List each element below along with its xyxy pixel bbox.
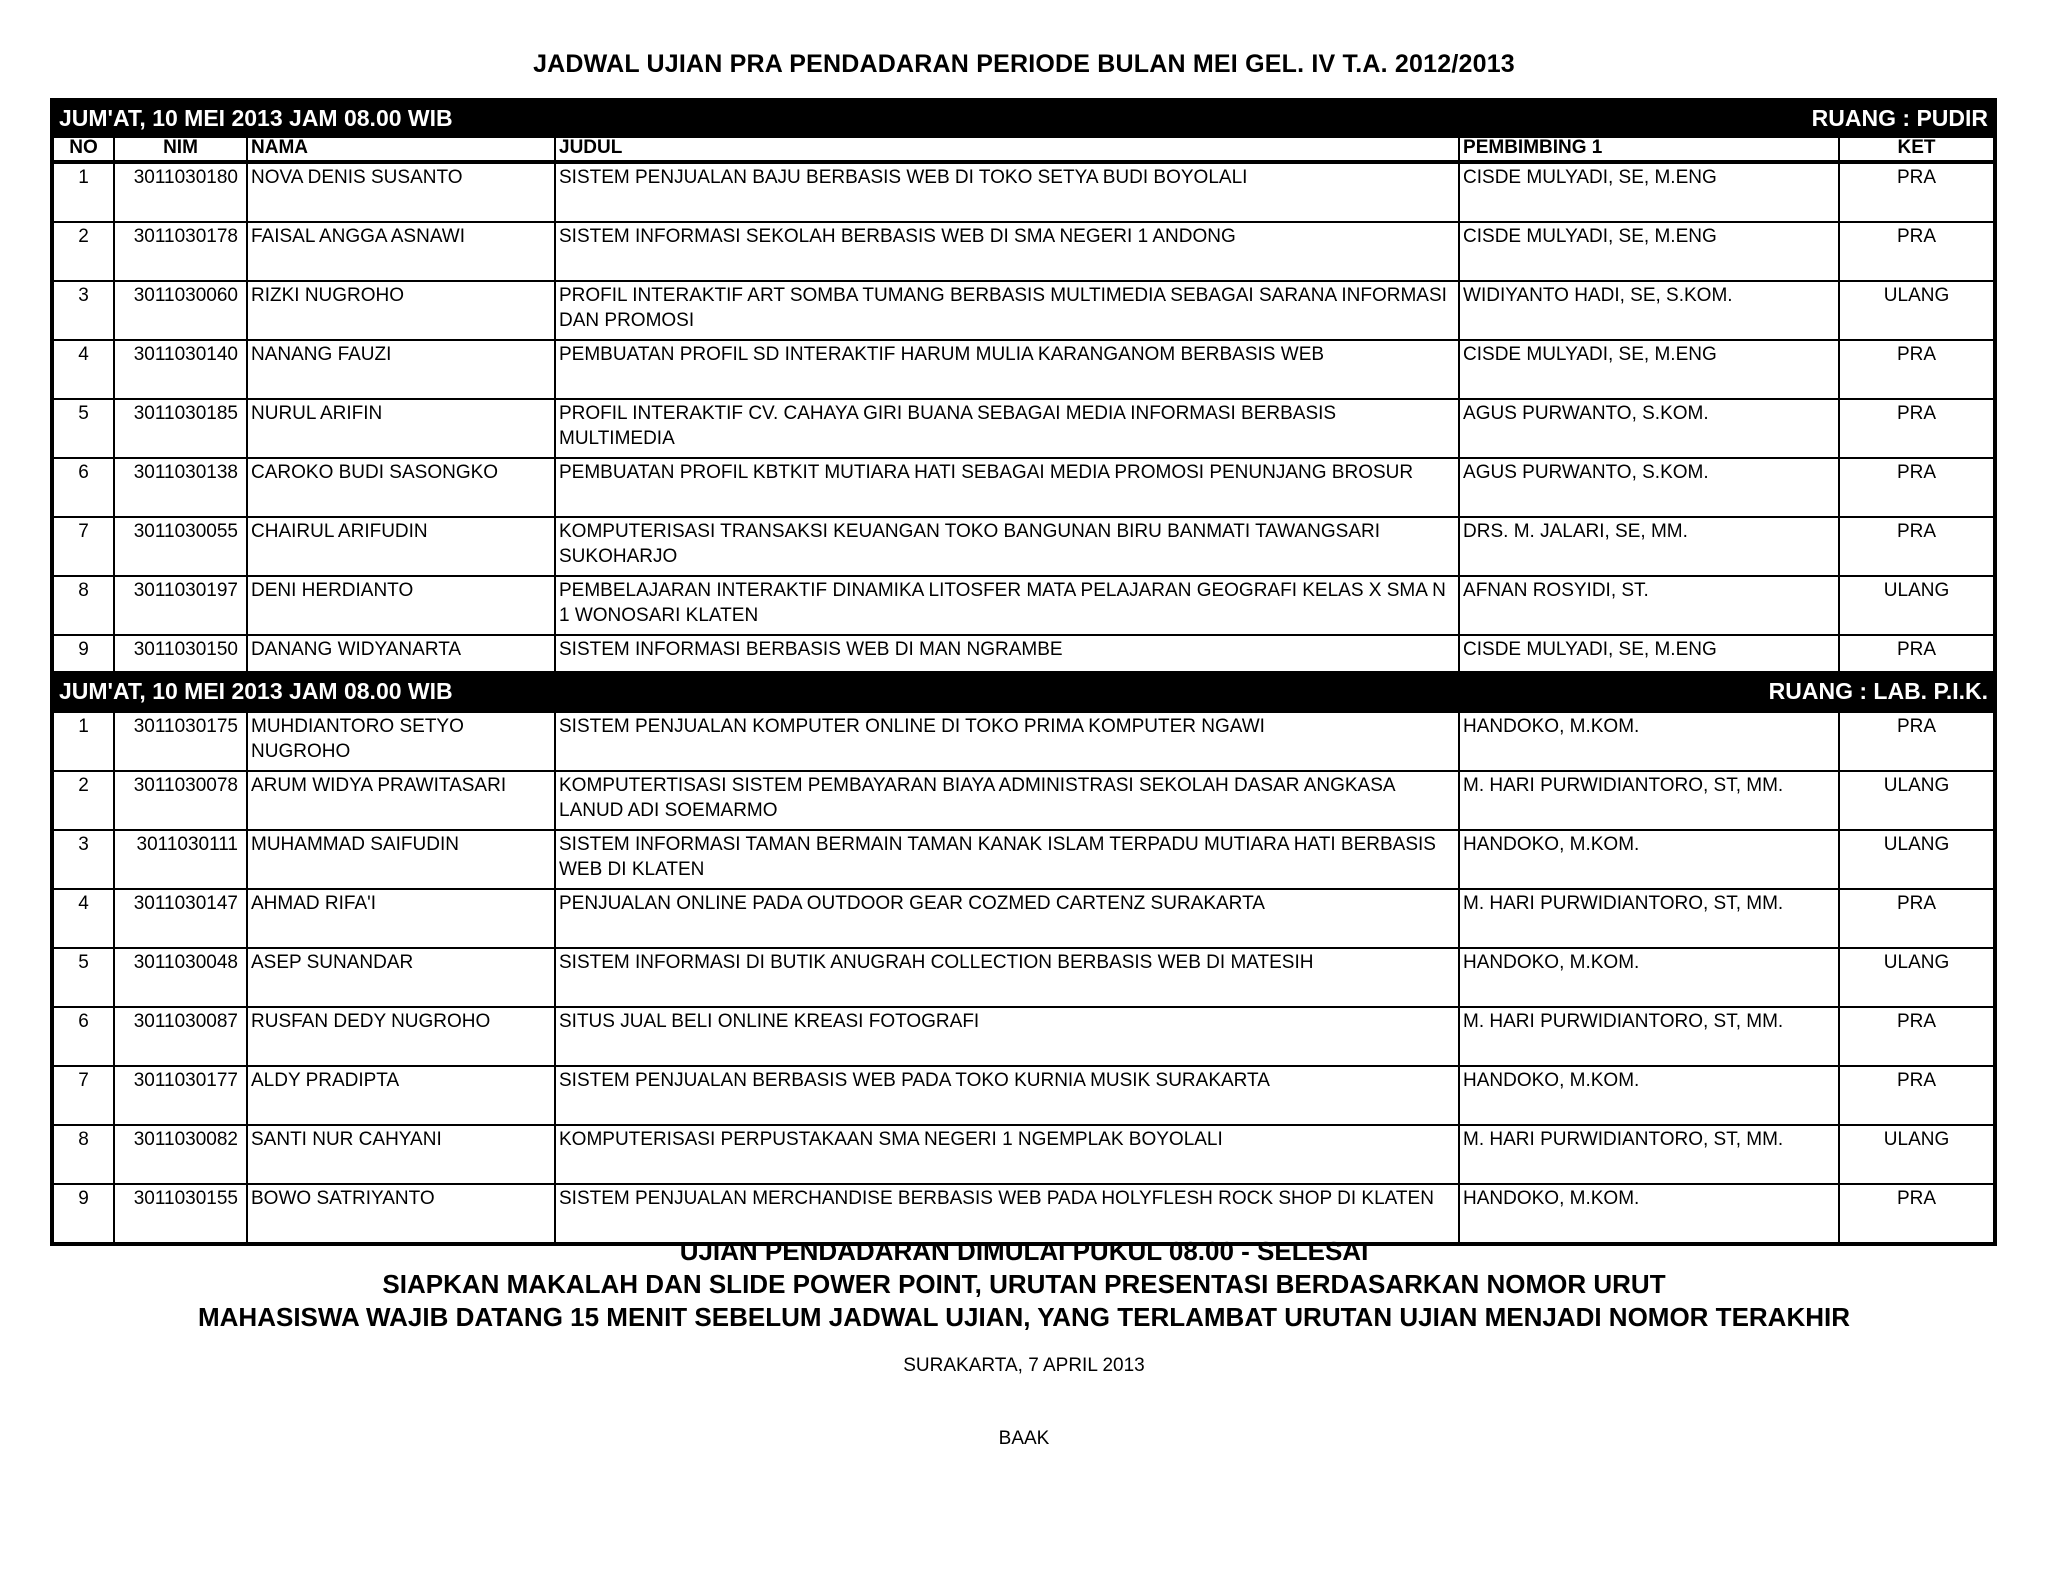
col-pembimbing: PEMBIMBING 1 <box>1459 137 1839 162</box>
cell-ket: ULANG <box>1839 576 1994 635</box>
table-row <box>53 576 1994 635</box>
cell-ket: PRA <box>1839 340 1994 399</box>
cell-judul: SISTEM PENJUALAN MERCHANDISE BERBASIS WEB PADA HOLYFLESH ROCK SHOP DI KLATEN <box>555 1184 1459 1243</box>
cell-ket: ULANG <box>1839 281 1994 340</box>
cell-judul: PROFIL INTERAKTIF CV. CAHAYA GIRI BUANA SEBAGAI MEDIA INFORMASI BERBASIS MULTIMEDIA <box>555 399 1459 458</box>
cell-ket: PRA <box>1839 1066 1994 1125</box>
table-row <box>53 281 1994 340</box>
cell-nim: 3011030082 <box>114 1125 247 1184</box>
cell-nim: 3011030177 <box>114 1066 247 1125</box>
cell-no: 1 <box>53 711 114 771</box>
cell-no: 6 <box>53 458 114 517</box>
signatory: BAAK <box>998 1428 1050 1449</box>
cell-no: 8 <box>53 1125 114 1184</box>
table-row <box>53 889 1994 948</box>
cell-ket: PRA <box>1839 635 1994 694</box>
cell-nim: 3011030060 <box>114 281 247 340</box>
schedule-table-lab-pik <box>52 673 1995 1244</box>
cell-judul: SISTEM INFORMASI BERBASIS WEB DI MAN NGRAMBE <box>555 635 1459 694</box>
table-row <box>53 340 1994 399</box>
cell-nama: ARUM WIDYA PRAWITASARI <box>247 771 555 830</box>
cell-nim: 3011030180 <box>114 162 247 222</box>
cell-ket: PRA <box>1839 458 1994 517</box>
cell-nama: SANTI NUR CAHYANI <box>247 1125 555 1184</box>
cell-judul: KOMPUTERISASI PERPUSTAKAAN SMA NEGERI 1 NGEMPLAK BOYOLALI <box>555 1125 1459 1184</box>
cell-ket: PRA <box>1839 399 1994 458</box>
table-row <box>53 1007 1994 1066</box>
cell-judul: SISTEM INFORMASI TAMAN BERMAIN TAMAN KANAK ISLAM TERPADU MUTIARA HATI BERBASIS WEB DI KLATEN <box>555 830 1459 889</box>
cell-pembimbing: M. HARI PURWIDIANTORO, ST, MM. <box>1459 1125 1839 1184</box>
col-judul: JUDUL <box>555 137 1459 162</box>
cell-judul: SITUS JUAL BELI ONLINE KREASI FOTOGRAFI <box>555 1007 1459 1066</box>
cell-pembimbing: CISDE MULYADI, SE, M.ENG <box>1459 635 1839 694</box>
cell-ket: ULANG <box>1839 948 1994 1007</box>
col-nama: NAMA <box>247 137 555 162</box>
cell-judul: SISTEM PENJUALAN BERBASIS WEB PADA TOKO KURNIA MUSIK SURAKARTA <box>555 1066 1459 1125</box>
col-no: NO <box>53 137 114 162</box>
table-row <box>53 222 1994 281</box>
note-attendance: MAHASISWA WAJIB DATANG 15 MENIT SEBELUM JADWAL UJIAN, YANG TERLAMBAT URUTAN UJIAN MENJADI NOMOR TERAKHIR <box>197 1302 1851 1332</box>
table-row <box>53 948 1994 1007</box>
session-schedule: JUM'AT, 10 MEI 2013 JAM 08.00 WIB <box>53 673 1459 711</box>
cell-pembimbing: HANDOKO, M.KOM. <box>1459 1184 1839 1243</box>
cell-ket: PRA <box>1839 1184 1994 1243</box>
cell-nama: ALDY PRADIPTA <box>247 1066 555 1125</box>
document-title: JADWAL UJIAN PRA PENDADARAN PERIODE BULAN MEI GEL. IV T.A. 2012/2013 <box>533 50 1515 78</box>
cell-pembimbing: CISDE MULYADI, SE, M.ENG <box>1459 162 1839 222</box>
cell-nama: CHAIRUL ARIFUDIN <box>247 517 555 576</box>
cell-judul: PENJUALAN ONLINE PADA OUTDOOR GEAR COZMED CARTENZ SURAKARTA <box>555 889 1459 948</box>
note-start-time: UJIAN PENDADARAN DIMULAI PUKUL 08.00 - SELESAI <box>679 1236 1369 1266</box>
cell-ket: PRA <box>1839 711 1994 771</box>
col-nim: NIM <box>114 137 247 162</box>
cell-pembimbing: M. HARI PURWIDIANTORO, ST, MM. <box>1459 889 1839 948</box>
cell-no: 7 <box>53 517 114 576</box>
column-header-row <box>53 137 1994 162</box>
cell-nama: DANANG WIDYANARTA <box>247 635 555 694</box>
cell-nama: RIZKI NUGROHO <box>247 281 555 340</box>
cell-pembimbing: WIDIYANTO HADI, SE, S.KOM. <box>1459 281 1839 340</box>
cell-judul: SISTEM INFORMASI DI BUTIK ANUGRAH COLLECTION BERBASIS WEB DI MATESIH <box>555 948 1459 1007</box>
cell-nama: DENI HERDIANTO <box>247 576 555 635</box>
cell-no: 5 <box>53 948 114 1007</box>
table-row <box>53 399 1994 458</box>
cell-nama: NURUL ARIFIN <box>247 399 555 458</box>
cell-pembimbing: HANDOKO, M.KOM. <box>1459 948 1839 1007</box>
cell-ket: PRA <box>1839 162 1994 222</box>
cell-no: 1 <box>53 162 114 222</box>
cell-nama: FAISAL ANGGA ASNAWI <box>247 222 555 281</box>
session-header <box>53 100 1994 137</box>
cell-nim: 3011030078 <box>114 771 247 830</box>
cell-judul: SISTEM INFORMASI SEKOLAH BERBASIS WEB DI SMA NEGERI 1 ANDONG <box>555 222 1459 281</box>
cell-pembimbing: CISDE MULYADI, SE, M.ENG <box>1459 222 1839 281</box>
cell-pembimbing: DRS. M. JALARI, SE, MM. <box>1459 517 1839 576</box>
table-row <box>53 1184 1994 1243</box>
cell-judul: KOMPUTERISASI TRANSAKSI KEUANGAN TOKO BANGUNAN BIRU BANMATI TAWANGSARI SUKOHARJO <box>555 517 1459 576</box>
schedule-table-pudir <box>52 100 1995 695</box>
cell-nama: MUHAMMAD SAIFUDIN <box>247 830 555 889</box>
cell-judul: SISTEM PENJUALAN KOMPUTER ONLINE DI TOKO PRIMA KOMPUTER NGAWI <box>555 711 1459 771</box>
table-row <box>53 830 1994 889</box>
cell-judul: PEMBELAJARAN INTERAKTIF DINAMIKA LITOSFER MATA PELAJARAN GEOGRAFI KELAS X SMA N 1 WONOSARI KLATEN <box>555 576 1459 635</box>
cell-nama: RUSFAN DEDY NUGROHO <box>247 1007 555 1066</box>
cell-nama: AHMAD RIFA'I <box>247 889 555 948</box>
cell-nim: 3011030150 <box>114 635 247 694</box>
cell-nim: 3011030147 <box>114 889 247 948</box>
cell-pembimbing: HANDOKO, M.KOM. <box>1459 711 1839 771</box>
cell-nama: NANANG FAUZI <box>247 340 555 399</box>
cell-judul: PROFIL INTERAKTIF ART SOMBA TUMANG BERBASIS MULTIMEDIA SEBAGAI SARANA INFORMASI DAN PROMOSI <box>555 281 1459 340</box>
cell-ket: PRA <box>1839 1007 1994 1066</box>
table-row <box>53 458 1994 517</box>
cell-pembimbing: AGUS PURWANTO, S.KOM. <box>1459 458 1839 517</box>
cell-pembimbing: M. HARI PURWIDIANTORO, ST, MM. <box>1459 771 1839 830</box>
cell-no: 2 <box>53 222 114 281</box>
cell-judul: PEMBUATAN PROFIL SD INTERAKTIF HARUM MULIA KARANGANOM BERBASIS WEB <box>555 340 1459 399</box>
cell-nama: CAROKO BUDI SASONGKO <box>247 458 555 517</box>
cell-nim: 3011030197 <box>114 576 247 635</box>
cell-nim: 3011030178 <box>114 222 247 281</box>
cell-no: 9 <box>53 1184 114 1243</box>
cell-nama: ASEP SUNANDAR <box>247 948 555 1007</box>
cell-no: 4 <box>53 889 114 948</box>
cell-no: 5 <box>53 399 114 458</box>
cell-no: 2 <box>53 771 114 830</box>
cell-judul: KOMPUTERTISASI SISTEM PEMBAYARAN BIAYA ADMINISTRASI SEKOLAH DASAR ANGKASA LANUD ADI SOEMARMO <box>555 771 1459 830</box>
table-row <box>53 771 1994 830</box>
cell-ket: PRA <box>1839 517 1994 576</box>
cell-nim: 3011030087 <box>114 1007 247 1066</box>
session-room: RUANG : PUDIR <box>1459 100 1994 137</box>
table-row <box>53 517 1994 576</box>
session-room: RUANG : LAB. P.I.K. <box>1459 673 1994 711</box>
table-row <box>53 711 1994 771</box>
cell-nim: 3011030138 <box>114 458 247 517</box>
cell-pembimbing: HANDOKO, M.KOM. <box>1459 830 1839 889</box>
session-schedule: JUM'AT, 10 MEI 2013 JAM 08.00 WIB <box>53 100 1459 137</box>
cell-ket: ULANG <box>1839 771 1994 830</box>
cell-ket: ULANG <box>1839 830 1994 889</box>
cell-pembimbing: M. HARI PURWIDIANTORO, ST, MM. <box>1459 1007 1839 1066</box>
table-row <box>53 1066 1994 1125</box>
cell-nim: 3011030140 <box>114 340 247 399</box>
cell-no: 9 <box>53 635 114 694</box>
cell-no: 3 <box>53 830 114 889</box>
cell-nama: NOVA DENIS SUSANTO <box>247 162 555 222</box>
cell-ket: PRA <box>1839 222 1994 281</box>
cell-no: 3 <box>53 281 114 340</box>
cell-nama: MUHDIANTORO SETYO NUGROHO <box>247 711 555 771</box>
note-presentation: SIAPKAN MAKALAH DAN SLIDE POWER POINT, URUTAN PRESENTASI BERDASARKAN NOMOR URUT <box>382 1269 1666 1299</box>
cell-no: 7 <box>53 1066 114 1125</box>
cell-pembimbing: CISDE MULYADI, SE, M.ENG <box>1459 340 1839 399</box>
col-ket: KET <box>1839 137 1994 162</box>
cell-ket: PRA <box>1839 889 1994 948</box>
cell-pembimbing: HANDOKO, M.KOM. <box>1459 1066 1839 1125</box>
cell-nim: 3011030175 <box>114 711 247 771</box>
session-header <box>53 673 1994 711</box>
cell-pembimbing: AGUS PURWANTO, S.KOM. <box>1459 399 1839 458</box>
cell-judul: PEMBUATAN PROFIL KBTKIT MUTIARA HATI SEBAGAI MEDIA PROMOSI PENUNJANG BROSUR <box>555 458 1459 517</box>
cell-nama: BOWO SATRIYANTO <box>247 1184 555 1243</box>
table-row <box>53 1125 1994 1184</box>
cell-judul: SISTEM PENJUALAN BAJU BERBASIS WEB DI TOKO SETYA BUDI BOYOLALI <box>555 162 1459 222</box>
cell-nim: 3011030111 <box>114 830 247 889</box>
cell-nim: 3011030055 <box>114 517 247 576</box>
cell-ket: ULANG <box>1839 1125 1994 1184</box>
cell-nim: 3011030185 <box>114 399 247 458</box>
cell-no: 6 <box>53 1007 114 1066</box>
cell-nim: 3011030155 <box>114 1184 247 1243</box>
cell-pembimbing: AFNAN ROSYIDI, ST. <box>1459 576 1839 635</box>
cell-no: 4 <box>53 340 114 399</box>
cell-no: 8 <box>53 576 114 635</box>
cell-nim: 3011030048 <box>114 948 247 1007</box>
table-row <box>53 162 1994 222</box>
place-date: SURAKARTA, 7 APRIL 2013 <box>903 1355 1145 1376</box>
